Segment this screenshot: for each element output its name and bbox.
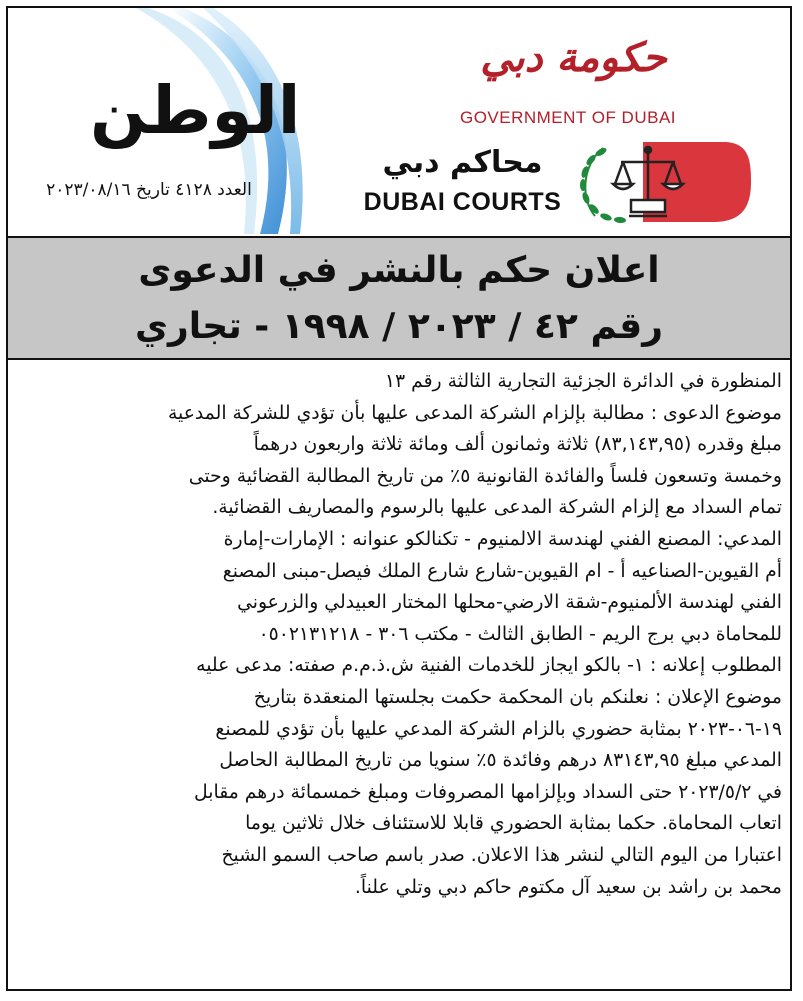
case-number: رقم ٤٢ / ٢٠٢٣ / ١٩٩٨ - تجاري bbox=[135, 306, 663, 347]
government-arabic-logo: حكومة دبي bbox=[480, 34, 667, 81]
announcement-frame bbox=[6, 6, 792, 991]
announcement-title: اعلان حكم بالنشر في الدعوى bbox=[138, 250, 660, 291]
body-line: وخمسة وتسعون فلساً والفائدة القانونية ٥٪ من تاريخ المطالبة القضائية وحتى bbox=[188, 465, 782, 487]
body-line: تمام السداد مع إلزام الشركة المدعى عليها بالرسوم والمصاريف القضائية. bbox=[212, 497, 782, 519]
body-line: ١٩-٠٦-٢٠٢٣ بمثابة حضوري بالزام الشركة المدعي عليها بأن تؤدي للمصنع bbox=[215, 718, 782, 740]
body-line: المنظورة في الدائرة الجزئية التجارية الثالثة رقم ١٣ bbox=[384, 371, 782, 392]
government-english-logo: GOVERNMENT OF DUBAI bbox=[459, 108, 677, 127]
dubai-courts-arabic-logo: محاكم دبي bbox=[382, 145, 543, 180]
dubai-courts-emblem-icon bbox=[573, 138, 753, 226]
announcement-body bbox=[18, 366, 782, 903]
body-line: في ٢٠٢٣/٥/٢ حتى السداد وبإلزامها المصروفات ومبلغ خمسمائة درهم مقابل bbox=[194, 781, 782, 803]
body-line: المدعي مبلغ ٨٣١٤٣,٩٥ درهم وفائدة ٥٪ سنويا من تاريخ المطالبة الحاصل bbox=[219, 750, 782, 772]
body-line: المدعي: المصنع الفني لهندسة الالمنيوم - تكنالكو عنوانه : الإمارات-إمارة bbox=[223, 528, 782, 550]
title-band bbox=[8, 236, 790, 360]
header bbox=[8, 8, 790, 234]
body-line: محمد بن راشد بن سعيد آل مكتوم حاكم دبي وتلي علناً. bbox=[354, 876, 782, 898]
body-line: المطلوب إعلانه : ١- بالكو ايجاز للخدمات الفنية ش.ذ.م.م صفته: مدعى عليه bbox=[196, 655, 782, 677]
body-line: اعتبارا من اليوم التالي لنشر هذا الاعلان. صدر باسم صاحب السمو الشيخ bbox=[221, 844, 782, 866]
body-line: موضوع الإعلان : نعلنكم بان المحكمة حكمت بجلستها المنعقدة بتاريخ bbox=[253, 686, 782, 708]
body-line: للمحاماة دبي برج الريم - الطابق الثالث - مكتب ٣٠٦ - ٠٥٠٢١٣١٢١٨ bbox=[258, 623, 782, 645]
body-line: أم القيوين-الصناعيه أ - ام القيوين-شارع شارع الملك فيصل-مبنى المصنع bbox=[222, 560, 782, 582]
body-line: مبلغ وقدره (٨٣,١٤٣,٩٥) ثلاثة وثمانون ألف ومائة ثلاثة واربعون درهماً bbox=[253, 434, 782, 456]
issue-number-date: العدد ٤١٢٨ تاريخ ٢٠٢٣/٠٨/١٦ bbox=[46, 180, 252, 200]
newspaper-name: الوطن bbox=[90, 72, 301, 149]
body-line: موضوع الدعوى : مطالبة بإلزام الشركة المدعى عليها بأن تؤدي للشركة المدعية bbox=[167, 402, 782, 424]
body-line: الفني لهندسة الألمنيوم-شقة الارضي-محلها المختار العبيدلي والزرعوني bbox=[237, 592, 782, 614]
body-line: اتعاب المحاماة. حكما بمثابة الحضوري قابلا للاستئناف خلال ثلاثين يوما bbox=[245, 813, 782, 835]
dubai-courts-english-logo: DUBAI COURTS bbox=[363, 188, 562, 216]
